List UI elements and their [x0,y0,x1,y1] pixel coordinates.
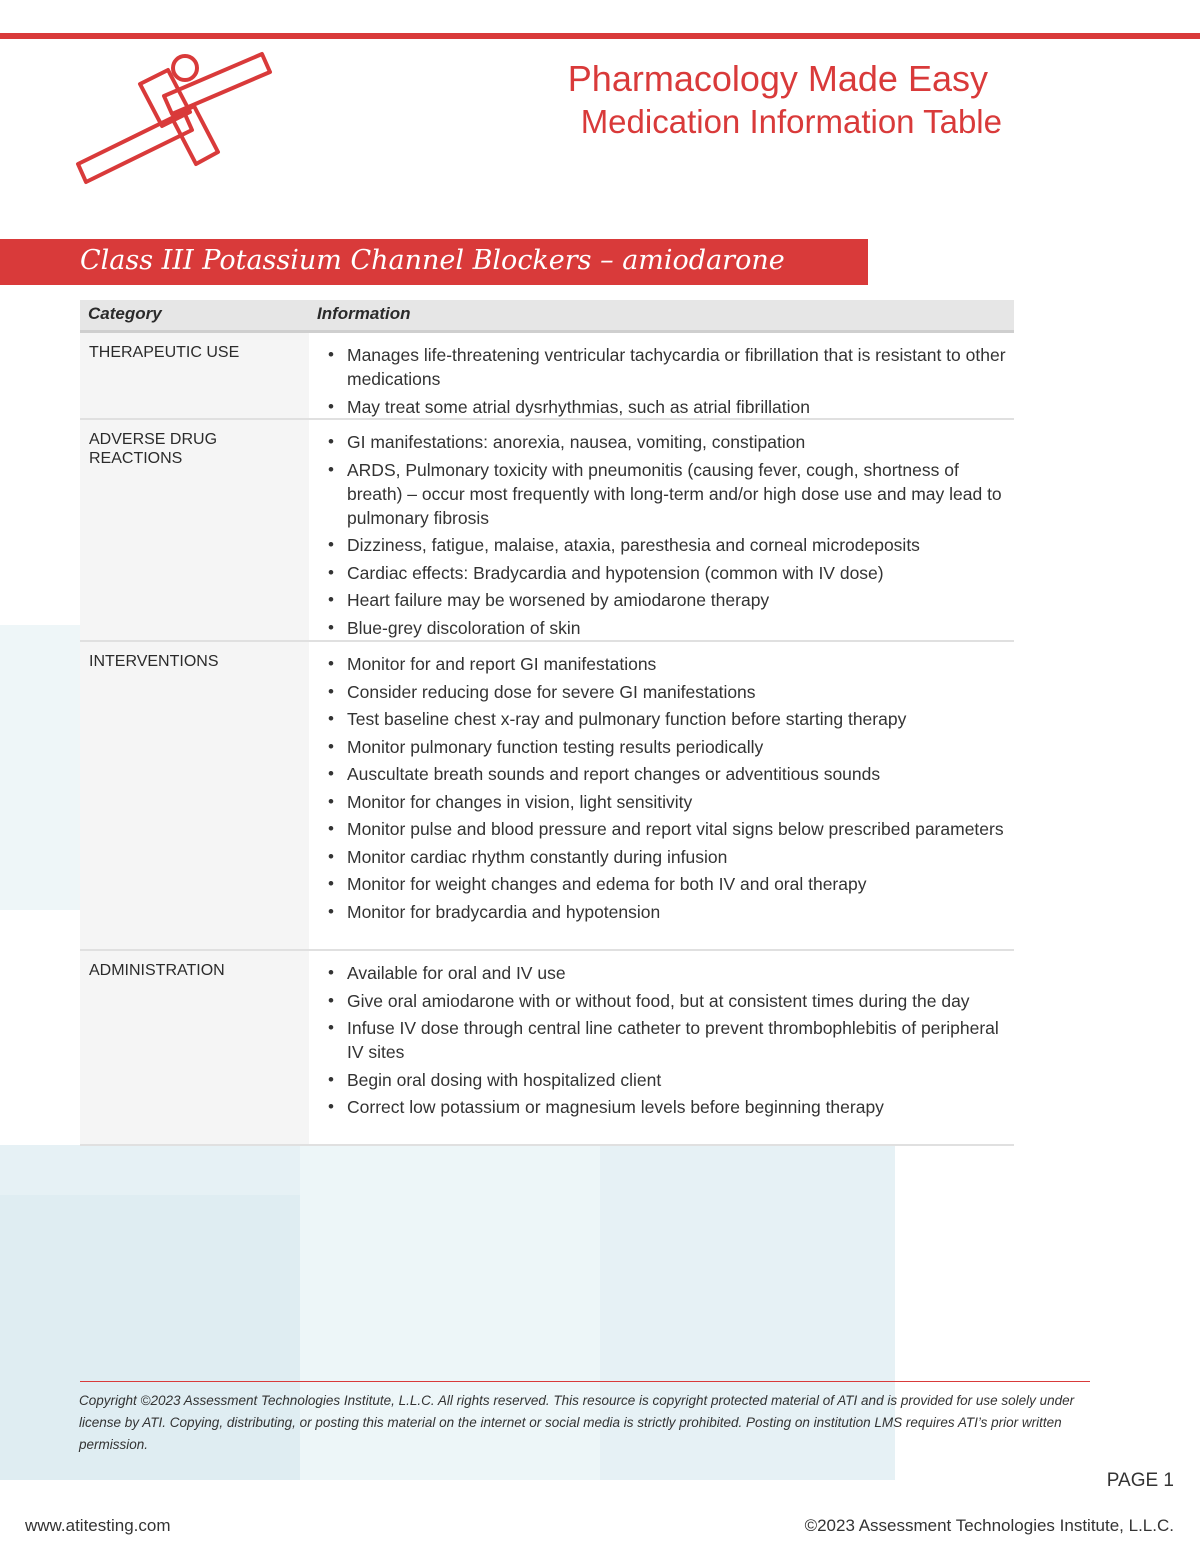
table-row-administration [80,951,1014,1146]
table-row-adverse-drug-reactions [80,420,1014,642]
row-information-list [324,652,1014,927]
table-header-row [80,300,1014,333]
medication-table [80,300,1014,1117]
website-link[interactable]: www.atitesting.com [25,1516,171,1535]
section-title: Class III Potassium Channel Blockers – amiodarone [80,245,785,276]
list-item: • Give oral amiodarone with or without food, but at consistent times during the day [324,989,1014,1013]
copyright-notice: Copyright ©2023 Assessment Technologies Institute, L.L.C. All rights reserved. This resource is copyright protected material of ATI and is provided for use solely under license by ATI. Copying, distributing, or posting this material on the internet or social media is strictly prohibited. Posting on institution LMS requires ATI’s prior written permission. [79,1393,1075,1452]
list-item: • Monitor for and report GI manifestations [324,652,1014,676]
row-category: INTERVENTIONS [89,653,219,670]
list-item: • Available for oral and IV use [324,961,1014,985]
list-item: • Cardiac effects: Bradycardia and hypotension (common with IV dose) [324,561,1014,585]
list-item: • Test baseline chest x-ray and pulmonary function before starting therapy [324,707,1014,731]
list-item: • Monitor cardiac rhythm constantly during infusion [324,845,1014,869]
list-item: • May treat some atrial dysrhythmias, such as atrial fibrillation [324,395,1014,419]
background-block [0,625,80,910]
list-item: • Monitor for bradycardia and hypotension [324,900,1014,924]
row-category: ADMINISTRATION [89,962,225,979]
category-cell-bg [80,642,309,949]
list-item: • Auscultate breath sounds and report changes or adventitious sounds [324,762,1014,786]
company-copyright: ©2023 Assessment Technologies Institute, L.L.C. [804,1516,1174,1535]
list-item: • Blue-grey discoloration of skin [324,616,1014,640]
row-category: ADVERSE DRUG REACTIONS [89,431,218,467]
list-item: • Monitor pulmonary function testing results periodically [324,735,1014,759]
list-item: • GI manifestations: anorexia, nausea, vomiting, constipation [324,430,1014,454]
row-information-list [324,961,1014,1123]
top-accent-rule [0,33,1200,39]
list-item: • Monitor for weight changes and edema for both IV and oral therapy [324,872,1014,896]
table-row-interventions [80,642,1014,951]
row-information-list [324,343,1014,422]
ati-logo-icon [68,48,278,188]
document-title: Pharmacology Made Easy [567,58,988,99]
document-subtitle: Medication Information Table [580,103,1002,140]
list-item: • Begin oral dosing with hospitalized client [324,1068,1014,1092]
column-header-category: Category [88,304,162,323]
list-item: • Manages life-threatening ventricular tachycardia or fibrillation that is resistant to other medications [324,343,1014,391]
row-information-list [324,430,1014,643]
list-item: • Infuse IV dose through central line catheter to prevent thrombophlebitis of peripheral IV sites [324,1016,1014,1064]
list-item: • Monitor for changes in vision, light sensitivity [324,790,1014,814]
list-item: • ARDS, Pulmonary toxicity with pneumonitis (causing fever, cough, shortness of breath) – occur most frequently with long-term and/or high dose use and may lead to pulmonary fibrosis [324,458,1014,530]
list-item: • Monitor pulse and blood pressure and report vital signs below prescribed parameters [324,817,1014,841]
page-number: PAGE 1 [1106,1470,1174,1491]
table-row-therapeutic-use [80,333,1014,420]
list-item: • Dizziness, fatigue, malaise, ataxia, paresthesia and corneal microdeposits [324,533,1014,557]
column-header-information: Information [317,304,411,323]
list-item: • Heart failure may be worsened by amiodarone therapy [324,588,1014,612]
list-item: • Consider reducing dose for severe GI manifestations [324,680,1014,704]
footer-rule [80,1381,1090,1382]
list-item: • Correct low potassium or magnesium levels before beginning therapy [324,1095,1014,1119]
row-category: THERAPEUTIC USE [89,344,240,361]
